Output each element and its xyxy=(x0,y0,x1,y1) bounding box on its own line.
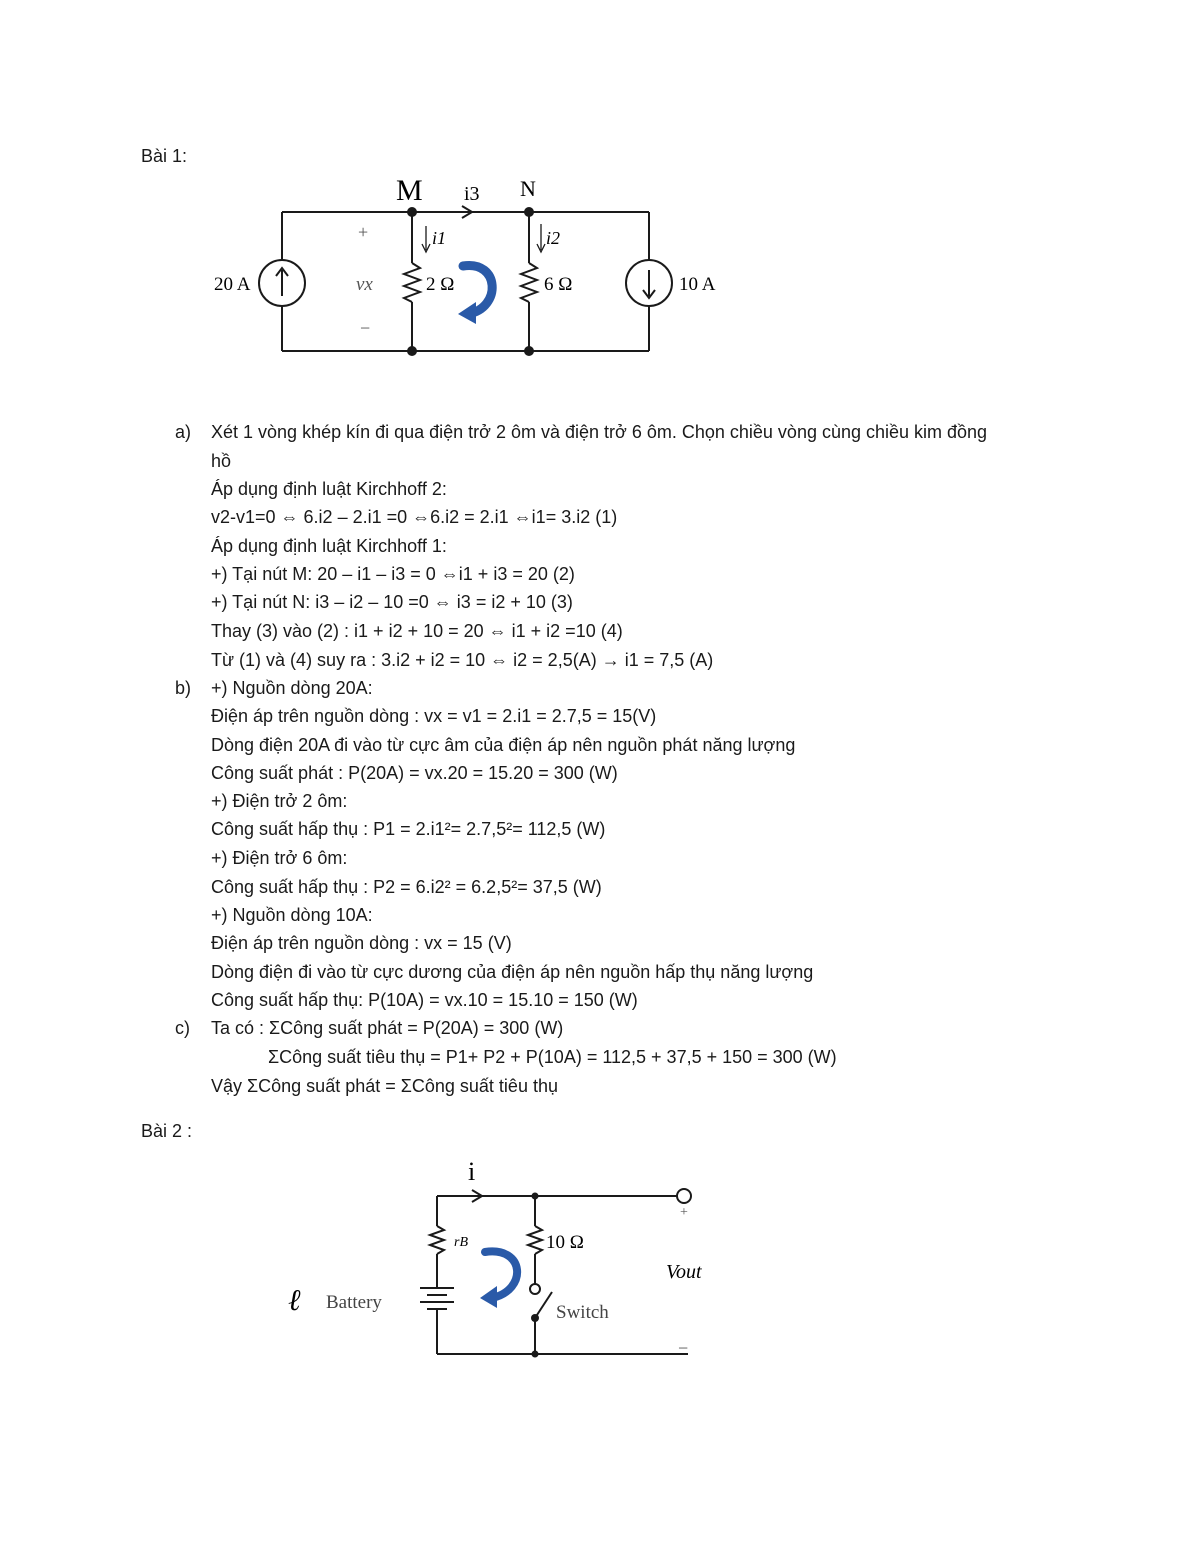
part-a-line: Áp dụng định luật Kirchhoff 2: xyxy=(211,479,447,499)
rb-label: rB xyxy=(454,1235,468,1250)
resistor-6-ohm xyxy=(521,263,537,302)
part-c-marker: c) xyxy=(175,1018,190,1038)
emf-label: ℓ xyxy=(288,1284,301,1317)
node-m-dot xyxy=(407,207,417,217)
part-b-line: +) Điện trở 2 ôm: xyxy=(211,791,348,811)
node-n-dot xyxy=(524,207,534,217)
circuit-diagram-1 xyxy=(200,168,730,368)
battery-label: Battery xyxy=(326,1292,382,1313)
part-b-line: Công suất hấp thụ : P1 = 2.i1²= 2.7,5²= 112,5 (W) xyxy=(211,819,606,839)
switch-blade xyxy=(535,1292,552,1318)
part-c-line: ΣCông suất tiêu thụ = P1+ P2 + P(10A) = 112,5 + 37,5 + 150 = 300 (W) xyxy=(268,1047,837,1067)
part-a-line: +) Tại nút M: 20 – i1 – i3 = 0 ⇔i1 + i3 = 20 (2) xyxy=(211,564,575,584)
vout-label: Vout xyxy=(666,1261,702,1283)
node-m-label: M xyxy=(396,174,423,207)
part-b-line: Điện áp trên nguồn dòng : vx = v1 = 2.i1 = 2.7,5 = 15(V) xyxy=(211,706,657,726)
part-b-line: Điện áp trên nguồn dòng : vx = 15 (V) xyxy=(211,933,512,953)
plus-label: + xyxy=(358,222,369,242)
resistor-2-ohm xyxy=(404,263,420,302)
resistor-10-ohm xyxy=(528,1226,542,1254)
node-bottom-left-dot xyxy=(407,346,417,356)
part-a-line: v2-v1=0 ⇔ 6.i2 – 2.i1 =0 ⇔6.i2 = 2.i1 ⇔i1= 3.i2 (1) xyxy=(211,507,618,527)
part-a-line: Từ (1) và (4) suy ra : 3.i2 + i2 = 10 ⇔ i2 = 2,5(A) → i1 = 7,5 (A) xyxy=(211,650,714,670)
resistor-6-label: 6 Ω xyxy=(544,274,573,295)
switch-top-contact xyxy=(530,1284,540,1294)
node-bottom-right-dot xyxy=(524,346,534,356)
vout-plus-terminal xyxy=(677,1189,691,1203)
part-c-line: Ta có : ΣCông suất phát = P(20A) = 300 (W) xyxy=(211,1018,564,1038)
circuit-diagram-2 xyxy=(280,1150,720,1370)
part-a-line: Thay (3) vào (2) : i1 + i2 + 10 = 20 ⇔ i1 + i2 =10 (4) xyxy=(211,621,623,641)
i1-label: i1 xyxy=(432,228,447,248)
part-a-line: Xét 1 vòng khép kín đi qua điện trở 2 ôm và điện trở 6 ôm. Chọn chiều vòng cùng chiều kim đồng xyxy=(211,422,988,442)
part-b-line: +) Nguồn dòng 20A: xyxy=(211,678,373,698)
loop-arrow-1 xyxy=(458,265,492,324)
switch-label: Switch xyxy=(556,1302,609,1323)
source-20a-label: 20 A xyxy=(214,274,251,295)
i-label: i xyxy=(468,1157,476,1186)
part-a-line: Áp dụng định luật Kirchhoff 1: xyxy=(211,536,447,556)
resistor-rb xyxy=(430,1226,444,1254)
vout-plus-label: + xyxy=(680,1205,688,1220)
resistor-2-label: 2 Ω xyxy=(426,274,455,295)
node-n-label: N xyxy=(520,176,536,201)
part-a-line: +) Tại nút N: i3 – i2 – 10 =0 ⇔ i3 = i2 + 10 (3) xyxy=(211,592,573,612)
vx-label: vx xyxy=(356,274,373,295)
source-10a-label: 10 A xyxy=(679,274,716,295)
part-b-line: Công suất hấp thụ : P2 = 6.i2² = 6.2,5²= 37,5 (W) xyxy=(211,877,602,897)
part-b-line: Dòng điện 20A đi vào từ cực âm của điện áp nên nguồn phát năng lượng xyxy=(211,735,796,755)
i3-label: i3 xyxy=(464,183,480,205)
i2-label: i2 xyxy=(546,228,561,248)
vout-minus-label: − xyxy=(678,1338,689,1358)
part-b-marker: b) xyxy=(175,678,192,698)
part-b-line: Công suất hấp thụ: P(10A) = vx.10 = 15.10 = 150 (W) xyxy=(211,990,638,1010)
part-a-line: hồ xyxy=(211,451,232,471)
part-a-marker: a) xyxy=(175,422,192,442)
minus-label: − xyxy=(360,318,371,338)
resistor-10-label: 10 Ω xyxy=(546,1232,584,1253)
part-b-line: Dòng điện đi vào từ cực dương của điện áp nên nguồn hấp thụ năng lượng xyxy=(211,962,814,982)
bai1-heading: Bài 1: xyxy=(141,146,188,166)
part-b-line: Công suất phát : P(20A) = vx.20 = 15.20 = 300 (W) xyxy=(211,763,618,783)
bai2-heading: Bài 2 : xyxy=(141,1121,193,1141)
part-c-line: Vậy ΣCông suất phát = ΣCông suất tiêu thụ xyxy=(211,1076,558,1096)
loop-arrow-2 xyxy=(480,1251,517,1308)
part-b-line: +) Nguồn dòng 10A: xyxy=(211,905,373,925)
part-b-line: +) Điện trở 6 ôm: xyxy=(211,848,348,868)
